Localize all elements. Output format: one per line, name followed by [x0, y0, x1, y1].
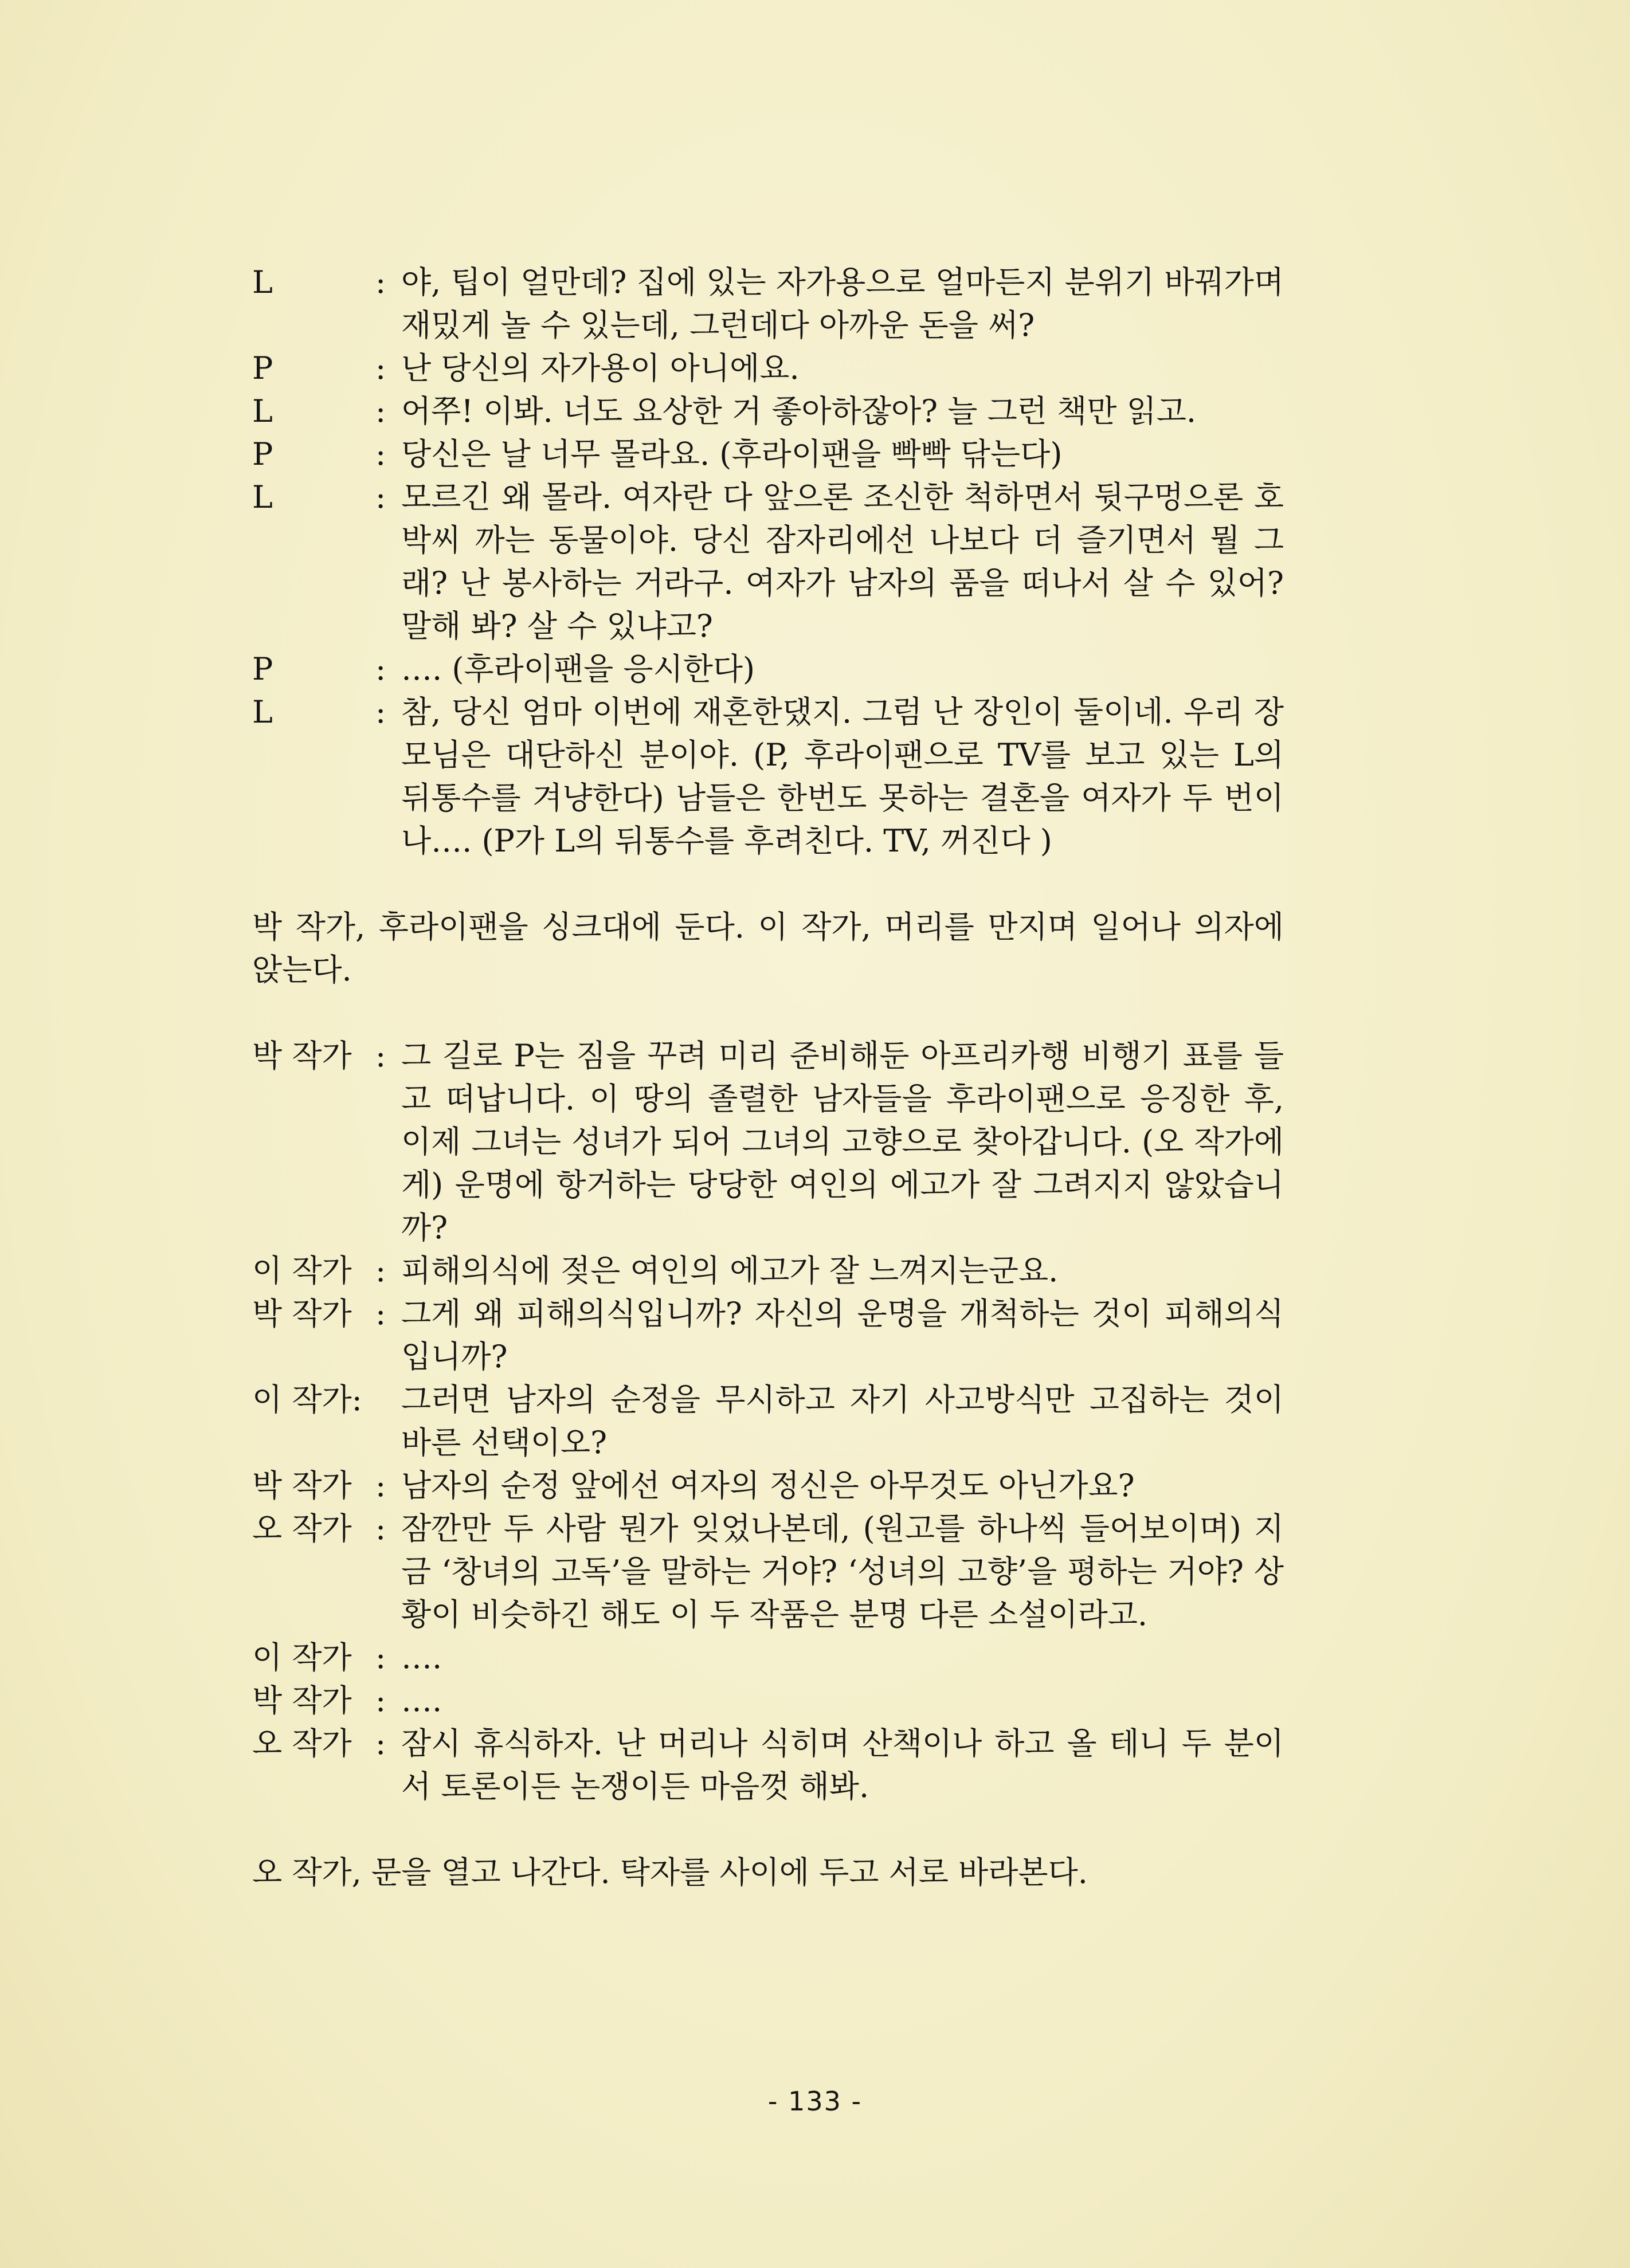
dialogue-text: 참, 당신 엄마 이번에 재혼한댔지. 그럼 난 장인이 둘이네. 우리 장모님은 대단하신 분이야. (P, 후라이팬으로 TV를 보고 있는 L의 뒤통수를 겨냥한다) 남들은 한번도 못하는 결혼을 여자가 두 번이나…. (P가 L의 뒤통수를 후려친다. TV, 꺼진다 ) — [401, 694, 1284, 859]
dialogue-line — [252, 648, 1284, 690]
stage-direction: 박 작가, 후라이팬을 싱크대에 둔다. 이 작가, 머리를 만지며 일어나 의자에 앉는다. — [252, 909, 1284, 988]
speaker-colon: : — [375, 651, 386, 687]
dialogue-line — [252, 261, 1284, 347]
speaker-name: 박 작가 — [252, 1296, 352, 1332]
dialogue-text: 어쭈! 이봐. 너도 요상한 거 좋아하잖아? 늘 그런 책만 읽고. — [401, 393, 1197, 429]
dialogue-text: 야, 팁이 얼만데? 집에 있는 자가용으로 얼마든지 분위기 바꿔가며 재밌게 놀 수 있는데, 그런데다 아까운 돈을 써? — [401, 264, 1284, 343]
speaker-name: 박 작가 — [252, 1682, 352, 1718]
speaker-name: L — [252, 479, 273, 515]
dialogue-block-2 — [252, 1034, 1284, 1808]
dialogue-text: 잠시 휴식하자. 난 머리나 식히며 산책이나 하고 올 테니 두 분이서 토론이든 논쟁이든 마음껏 해봐. — [401, 1725, 1284, 1804]
speaker-colon: : — [375, 1253, 386, 1289]
speaker-colon: : — [375, 350, 386, 386]
dialogue-line — [252, 1679, 1284, 1722]
dialogue-text: …. — [401, 1682, 442, 1718]
dialogue-text: 잠깐만 두 사람 뭔가 잊었나본데, (원고를 하나씩 들어보이며) 지금 ‘창녀의 고독’을 말하는 거야? ‘성녀의 고향’을 평하는 거야? 상황이 비슷하긴 해도 이 두 작품은 분명 다른 소설이라고. — [401, 1510, 1284, 1633]
dialogue-text: 당신은 날 너무 몰라요. (후라이팬을 빡빡 닦는다) — [401, 436, 1063, 472]
dialogue-block-1 — [252, 261, 1284, 862]
dialogue-line — [252, 1034, 1284, 1249]
speaker-colon: : — [375, 1038, 386, 1074]
speaker-name: P — [252, 350, 273, 386]
dialogue-text: 그러면 남자의 순정을 무시하고 자기 사고방식만 고집하는 것이 바른 선택이오? — [401, 1382, 1284, 1461]
speaker-name: P — [252, 436, 273, 472]
speaker-colon: : — [375, 264, 386, 300]
speaker-colon: : — [375, 393, 386, 429]
speaker-colon: : — [375, 1639, 386, 1676]
dialogue-line — [252, 1292, 1284, 1378]
dialogue-text: 그 길로 P는 짐을 꾸려 미리 준비해둔 아프리카행 비행기 표를 들고 떠납니다. 이 땅의 졸렬한 남자들을 후라이팬으로 응징한 후, 이제 그녀는 성녀가 되어 그녀의 고향으로 찾아갑니다. (오 작가에게) 운명에 항거하는 당당한 여인의 에고가 잘 그려지지 않았습니까? — [401, 1038, 1284, 1246]
dialogue-line — [252, 347, 1284, 390]
dialogue-text: 그게 왜 피해의식입니까? 자신의 운명을 개척하는 것이 피해의식입니까? — [401, 1296, 1284, 1375]
dialogue-line — [252, 390, 1284, 433]
dialogue-line — [252, 476, 1284, 648]
speaker-colon: : — [375, 1725, 386, 1761]
speaker-name: 이 작가 — [252, 1639, 352, 1676]
stage-direction: 오 작가, 문을 열고 나간다. 탁자를 사이에 두고 서로 바라본다. — [252, 1854, 1088, 1890]
dialogue-line — [252, 1464, 1284, 1507]
dialogue-line — [252, 1378, 1284, 1464]
dialogue-line — [252, 1249, 1284, 1292]
speaker-name: L — [252, 694, 273, 730]
dialogue-text: 난 당신의 자가용이 아니에요. — [401, 350, 800, 386]
dialogue-text: 남자의 순정 앞에선 여자의 정신은 아무것도 아닌가요? — [401, 1467, 1135, 1504]
dialogue-line — [252, 1507, 1284, 1636]
speaker-colon: : — [375, 694, 386, 730]
speaker-name: P — [252, 651, 273, 687]
dialogue-text: 모르긴 왜 몰라. 여자란 다 앞으론 조신한 척하면서 뒷구멍으론 호박씨 까는 동물이야. 당신 잠자리에선 나보다 더 즐기면서 뭘 그래? 난 봉사하는 거라구. 여자가 남자의 품을 떠나서 살 수 있어? 말해 봐? 살 수 있냐고? — [401, 479, 1284, 644]
speaker-name: 박 작가 — [252, 1038, 352, 1074]
speaker-name: 이 작가: — [252, 1382, 362, 1418]
dialogue-line — [252, 1636, 1284, 1679]
dialogue-line — [252, 433, 1284, 476]
dialogue-text: …. (후라이팬을 응시한다) — [401, 651, 755, 687]
speaker-colon: : — [375, 1510, 386, 1547]
speaker-name: L — [252, 393, 273, 429]
speaker-colon: : — [375, 436, 386, 472]
dialogue-text: …. — [401, 1639, 442, 1676]
page-number: - 133 - — [767, 2086, 863, 2117]
dialogue-line — [252, 690, 1284, 862]
speaker-name: 이 작가 — [252, 1253, 352, 1289]
speaker-name: L — [252, 264, 273, 300]
speaker-colon: : — [375, 1682, 386, 1718]
dialogue-line — [252, 1722, 1284, 1808]
speaker-colon: : — [375, 1296, 386, 1332]
speaker-colon: : — [375, 1467, 386, 1504]
speaker-name: 오 작가 — [252, 1725, 352, 1761]
script-text — [252, 261, 1284, 1894]
speaker-name: 박 작가 — [252, 1467, 352, 1504]
dialogue-text: 피해의식에 젖은 여인의 에고가 잘 느껴지는군요. — [401, 1253, 1059, 1289]
speaker-colon: : — [375, 479, 386, 515]
speaker-name: 오 작가 — [252, 1510, 352, 1547]
